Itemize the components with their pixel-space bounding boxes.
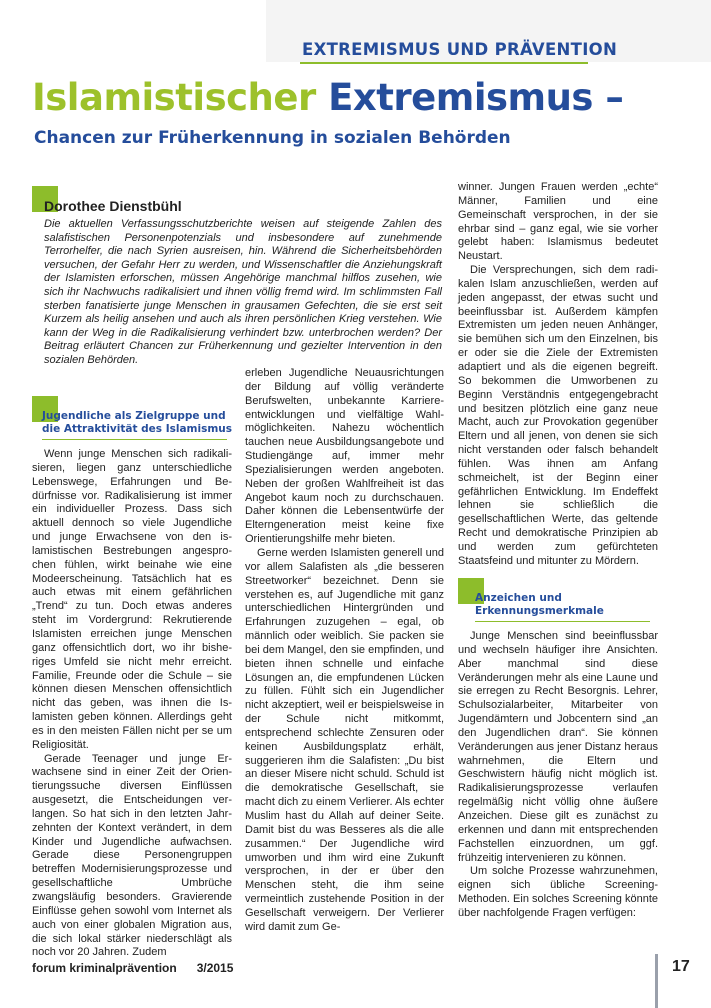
page-bar — [655, 954, 658, 1008]
column3-heading: Anzeichen und Erkennungsmerkmale — [475, 592, 604, 617]
paragraph: Gerne werden Islamisten generell und vor allem Salafisten als „die besseren Streetworker“ bezeichnet. Denn sie verstehen es, auf Jugendliche mit ganz unterschiedlichen Hintergründen und Erfahrungen zuzugehen – egal, ob männlich oder weiblich. Sie packen sie bei dem Mangel, den sie empfinden, und bieten ihnen schnelle und einfache Lösungen an, die empfundenen Lücken zu füllen. Fühlt sich ein Jugendlicher nicht akzeptiert, weil er beispielsweise in der Schule nicht mitkommt, entsprechend schlechte Zensuren oder keinen Ausbildungsplatz erhält, suggerieren ihm die Salafisten: „Du bist an dieser Misere nicht schuld. Schuld ist die demokratische Gesellschaft, sie macht dich zu einem Verlierer. Als echter Muslim hast du Allah auf deiner Seite. Damit bist du was Besseres als die alle zusammen.“ Der Jugendliche wird umworben und ihm wird eine Zukunft versprochen, in der er über den Menschen steht, die ihm seine vermeintlich zustehende Position in der Gesellschaft verweigern. Der Verlierer wird damit zum Ge- — [245, 546, 444, 933]
title-part1: Islamistischer — [32, 76, 316, 119]
header-rule — [300, 62, 588, 64]
issue-number: 3/2015 — [196, 961, 234, 975]
title-part2: Extremismus – — [328, 76, 624, 119]
paragraph: Die Versprechungen, sich dem radikalen Islam anzuschließen, werden auf jeden angepasst, der etwas sucht und beeinflussbar ist. Außerdem kämpfen Extremisten um jeden neuen Anhänger, sie bemühen sich um den Einzelnen, bis er oder sie die Ziele der Extremisten adaptiert und als die eigenen begreift. So bekommen die Umworbenen zu Beginn Verständnis entgegengebracht und besitzen plötzlich eine ganz neue Macht, auch zur Provokation gegenüber Eltern und all jenen, von denen sie sich nicht verstanden oder falsch behandelt fühlen. Was ihnen am Anfang schmeichelt, ist der Beginn einer gefährlichen Entwicklung. Im Endeffekt lehnen sie schließlich die gesellschaftlichen Werte, das geltende Recht und demokratische Prinzipien ab und werden zum gefürchteten Staatsfeind und mitunter zu Mördern. — [458, 264, 658, 567]
article-subtitle: Chancen zur Früherkennung in sozialen Behörden — [34, 128, 511, 148]
abstract: Die aktuellen Verfassungsschutzberichte weisen auf steigende Zahlen des salafistischen Personenpotenzials und insbesondere auf zunehmende Terrorhelfer, die nach Syrien ausreisen, hin. Während die Sicherheitsbehörden versuchen, der Gefahr Herr zu werden, und Wissenschaftler die Anziehungskraft der Islamisten erforschen, müssen Angehörige manchmal hilflos zusehen, wie sich ihr Nachwuchs radikalisiert und ihnen völlig fremd wird. Im schlimmsten Fall sterben fanatisierte junge Menschen in grausamen Gefechten, die sie erst seit Kurzem als heilig ansehen und auch als ihren persönlichen Krieg verstehen. Wie kann der Weg in die Radikalisierung verhindert bzw. unterbrochen werden? Der Beitrag erläutert Chancen zur Früherkennung und gezielter Intervention in den sozialen Behörden. — [44, 218, 442, 366]
column-2 — [245, 367, 444, 935]
journal-name: forum kriminalprävention — [32, 961, 177, 975]
paragraph: Wenn junge Menschen sich radikalisieren, liegen ganz unterschiedliche Lebenswege, Erfahrungen und Bedürfnisse vor. Radikalisierung ist immer ein individueller Prozess. Dass sich aktuell dennoch so viele Jugendliche und junge Erwachsene von den islamistischen Bestrebungen angesprochen fühlen, wirkt beinahe wie eine Modeerscheinung. Tatsächlich hat es auch etwas mit einem gefährlichen „Trend“ zu tun. Doch etwas anderes steht im Vordergrund: Rekrutierende Islamisten erreichen junge Menschen ganz offensichtlich dort, wo ihr bisheriges Umfeld sie nicht mehr erreicht. Familie, Freunde oder die Schule – sie können diesen Menschen offensichtlich nicht das geben, was ihnen die Islamisten geben können. Allerdings geht es in den meisten Fällen nicht per se um Religiosität. — [32, 448, 232, 751]
subhead-rule — [475, 621, 650, 622]
column-1 — [32, 448, 232, 960]
section-title — [302, 40, 617, 59]
paragraph: Gerade Teenager und junge Erwachsene sind in einer Zeit der Orientierungssuche diversen Einflüssen ausgesetzt, die Entscheidungen verlangen. So hat sich in den letzten Jahrzehnten der Kontext verändert, in dem Kinder und Jugendliche aufwachsen. Gerade diese Personengruppen betreffen Modernisierungsprozesse und gesellschaftliche Umbrüche zwangsläufig besonders. Gravierende Einflüsse gehen sowohl vom Internet als auch von einer globalen Migration aus, die sich lokal stärker niederschlägt als noch vor 20 Jahren. Zudem — [32, 752, 232, 959]
column-3-top — [458, 181, 658, 569]
paragraph: winner. Jungen Frauen werden „echte“ Männer, Familien und eine Gemeinschaft versprochen, in der sie ehrbar sind – ganz egal, wie sie vorher gelebt haben: Islamismus bedeutet Neustart. — [458, 181, 658, 263]
paragraph: Um solche Prozesse wahrzunehmen, eignen sich übliche Screening-Methoden. Ein solches Screening könnte über nachfolgende Fragen verfügen: — [458, 865, 658, 919]
footer — [32, 961, 233, 975]
column1-heading: Jugendliche als Zielgruppe und die Attraktivität des Islamismus — [42, 410, 232, 435]
column-3-bottom — [458, 630, 658, 921]
section-title-part2: UND PRÄVENTION — [446, 40, 618, 59]
paragraph: erleben Jugendliche Neuausrichtungen der Bildung auf völlig veränderte Berufswelten, unbekannte Karriereentwicklungen und vielfältige Wahlmöglichkeiten. Nahezu wöchentlich tauchen neue Ausbildungsangebote und Studiengänge auf, immer mehr Spezialisierungen werden angeboten. Neben der großen Wahlfreiheit ist das Angebot kaum noch zu durchschauen. Daher können die Lebensentwürfe der Elterngeneration meist keine fixe Orientierungshilfe mehr bieten. — [245, 367, 444, 546]
section-title-part1: EXTREMISMUS — [302, 40, 441, 59]
page-number: 17 — [672, 958, 690, 975]
subhead-rule — [42, 439, 227, 440]
article-title — [32, 76, 623, 119]
author-name: Dorothee Dienstbühl — [44, 198, 182, 214]
paragraph: Junge Menschen sind beeinflussbar und wechseln häufiger ihre Ansichten. Aber manchmal sind diese Veränderungen mehr als eine Laune und sie erregen zu Recht Besorgnis. Lehrer, Schulsozialarbeiter, Mitarbeiter von Jugendämtern und Jobcentern sind „an den Jugendlichen dran“. Sie können Veränderungen aus jener Distanz heraus wahrnehmen, die Eltern und Geschwistern häufig nicht möglich ist. Radikalisierungsprozesse verlaufen regelmäßig nicht völlig ohne äußere Anzeichen. Diese gilt es zunächst zu erkennen und dann mit entsprechenden Fachstellen einzuordnen, um ggf. frühzeitig intervenieren zu können. — [458, 630, 658, 864]
